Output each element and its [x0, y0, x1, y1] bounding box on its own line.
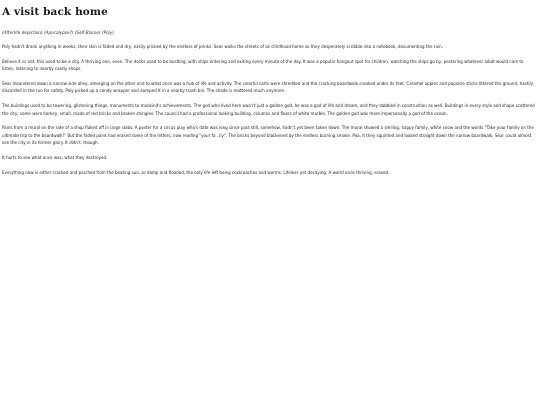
paragraph-2: Believe it or not, this used to be a city. A thriving one, even. The docks used to be bustling, with ships entering and exiting every minute of the day. It was a popular hangout spot for children, watching the ships go by, pestering whatever adult would care to listen, listening to nearby candy shops. — [2, 58, 524, 72]
document-page — [2, 6, 536, 183]
paragraph-5: Pains from a mural on the side of a shop flaked off in large slabs. A poster for a circus play who's date was long since past still, somehow, hadn't yet been taken down. The mural showed a smiling, happy family, white snow and the words "Take your family on the ultimate trip to the boardwalk!" But the faded paint had erased some of the letters, now reading "your fa ..ily". The bricks beyond blackened by the endless burning smoke. Poa, it they squinted and looked straight down the narrow boardwalk, Sear could almost see the city in its former glory. It didn't, though. — [2, 125, 534, 146]
paragraph-4: The buildings used to be towering, glistening things, monuments to mankind's achievements. The god who lived here wasn't just a golden god, he was a god of life and dream, and they dabbled in construction as well. Buildings in every style and shape scattered the city; some were homey, small, made of red bricks and broken shingles. The council had a professional looking building, columns and floors of white marble. The golden god was more impersonally a god of the ocean. — [2, 102, 535, 116]
paragraph-3: Sear meandered down a narrow side alley, emerging on the other end to what once was a hub of life and activity. The colorful carts were shredded and the cracking boardwalk creaked under its feet. Caramel apples and popsicle sticks littered the ground, hastily discarded in the run for safety. Poly picked up a candy wrapper and dumped it in a nearby trash bin. The shade is mattered much anymore. — [2, 80, 533, 94]
paragraph-6: It hurts to see what once was, what they destroyed. — [2, 154, 108, 160]
document-title: A visit back home — [2, 6, 108, 18]
paragraph-1: Poly hadn't drank anything in weeks, their skin is faded and dry, easily pricked by the endless of prinks. Sear walks the streets of as childhood home as they desperately scribble into a notebook, documenting the ruin. — [2, 44, 444, 49]
document-tags: (Afterlife depiction) (Apocalypse?) (Self-Blame) (Poly) — [2, 30, 114, 35]
paragraph-7: Everything now is either cracked and parched from the beating sun, or damp and flooded, the only life left being cockroaches and worms. Lifeless yet decaying. A world once thriving, erased. — [2, 169, 390, 175]
